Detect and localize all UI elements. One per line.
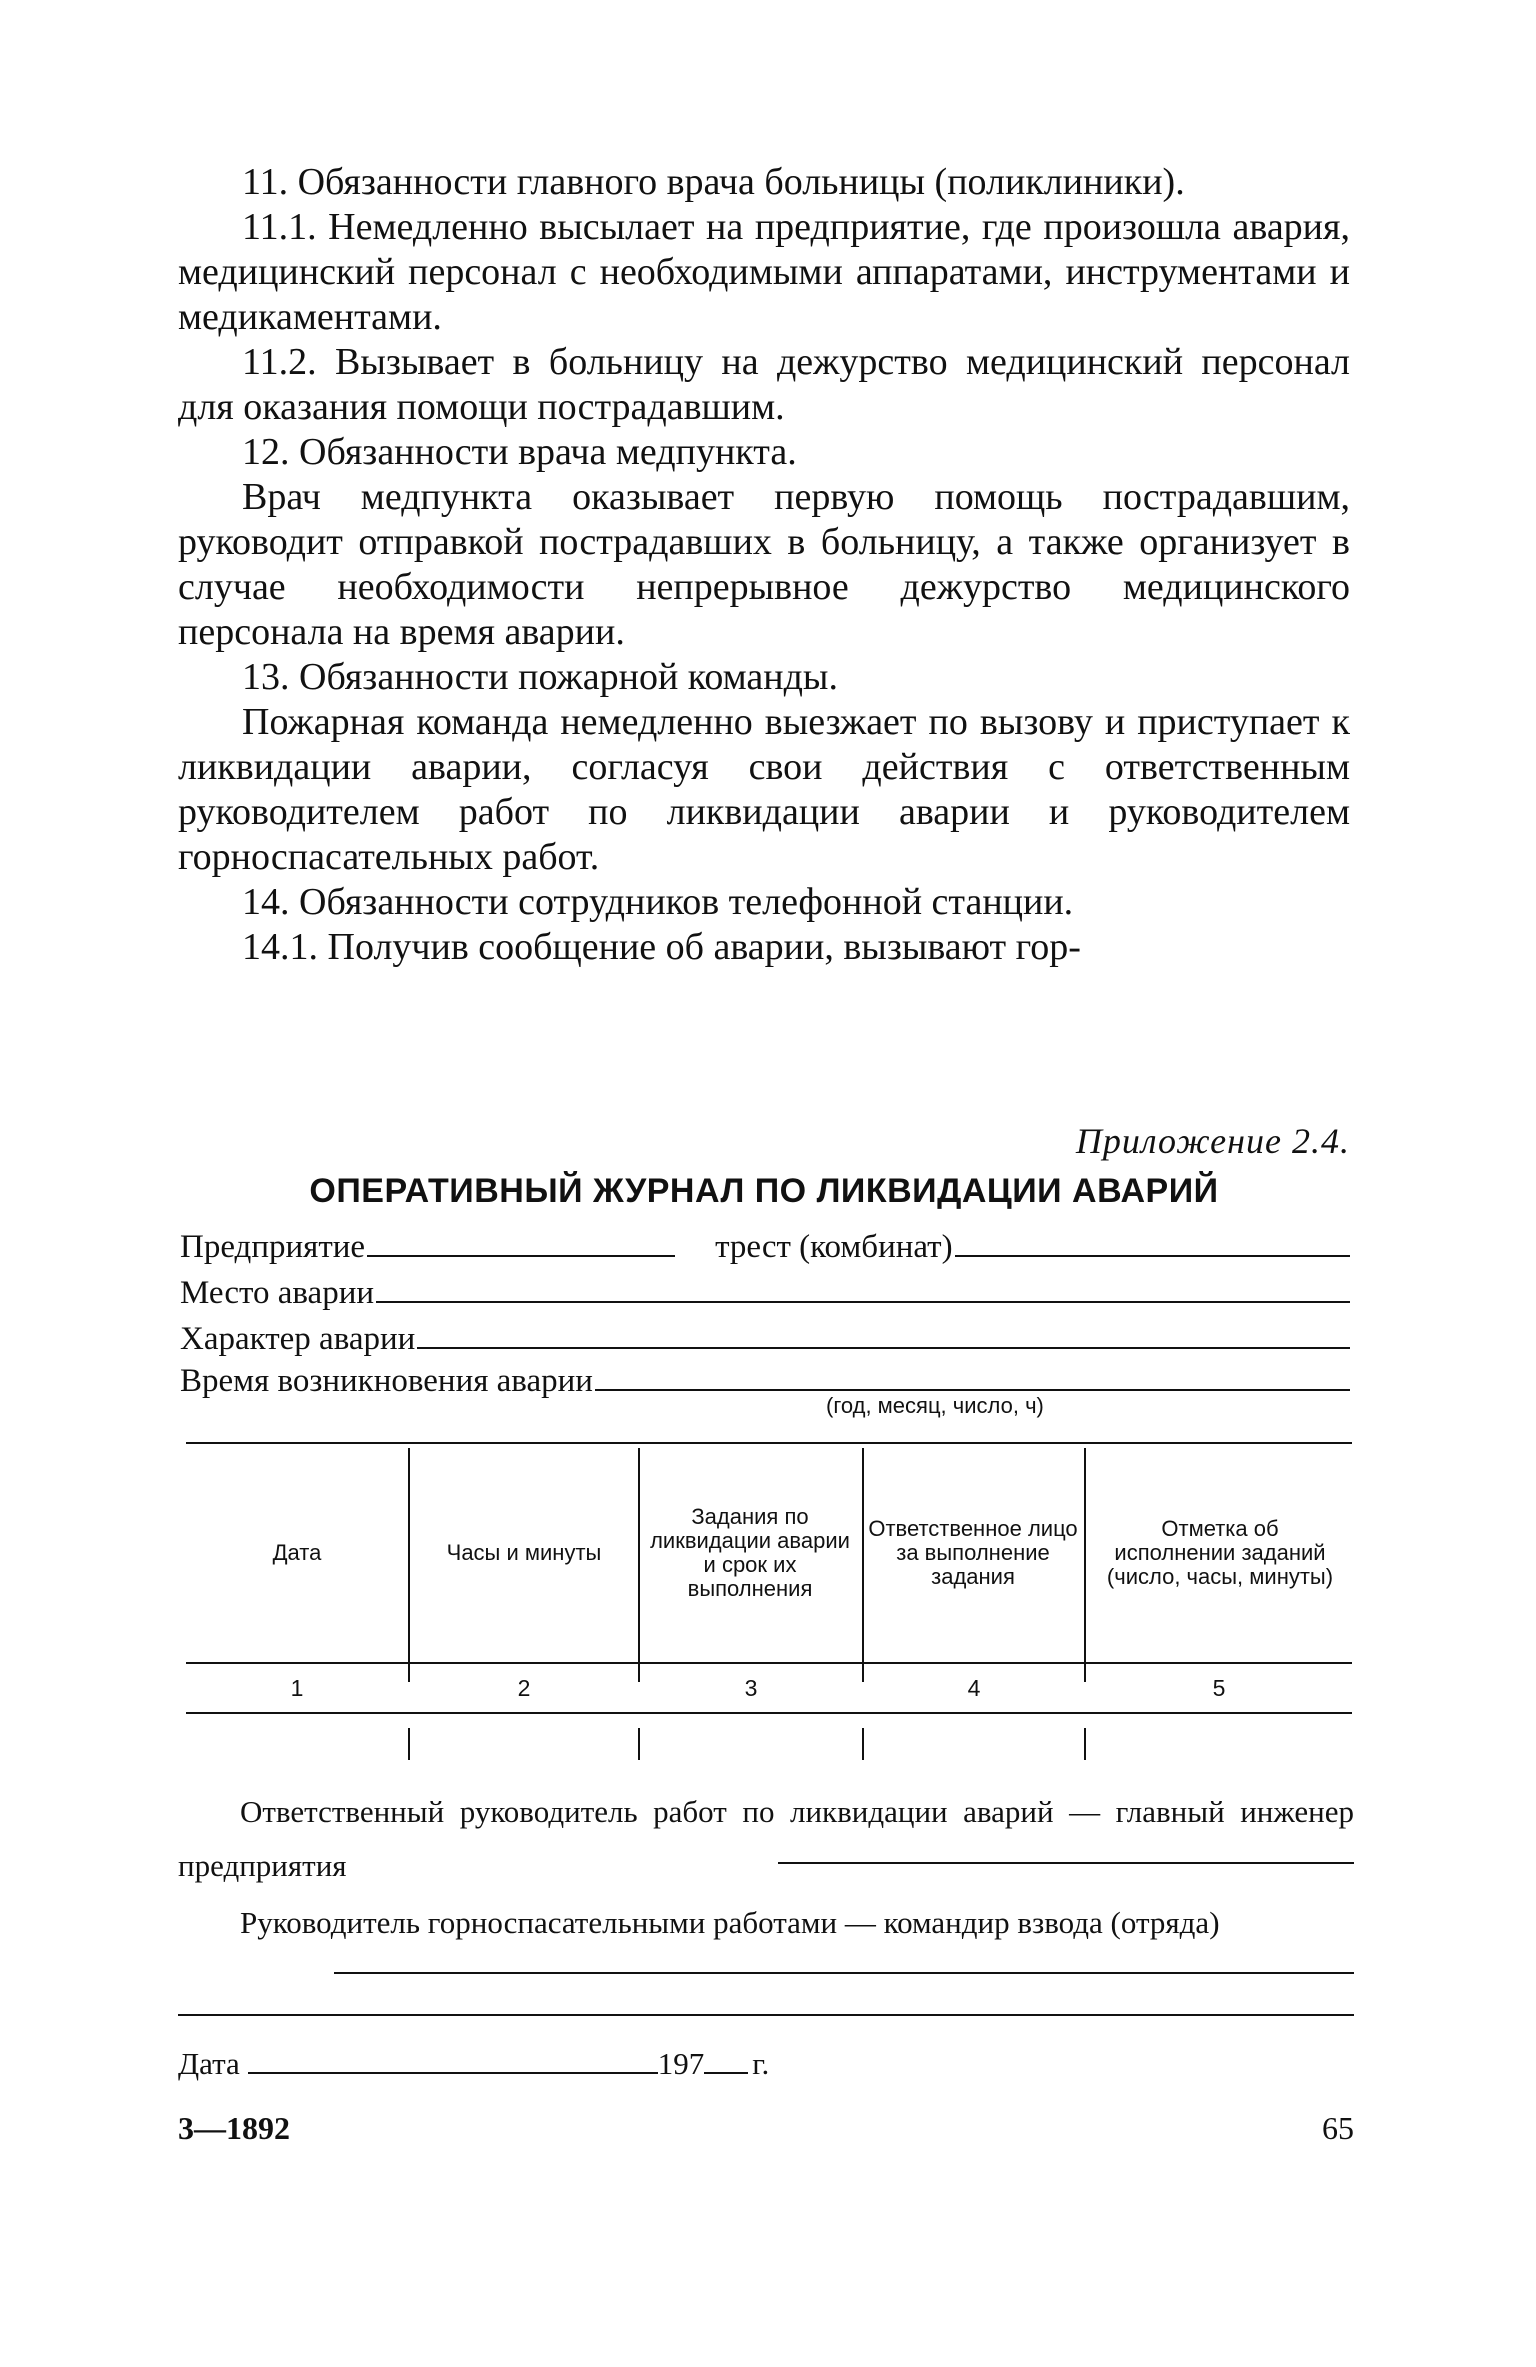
date-line (178, 2040, 1354, 2082)
date-blank (248, 2072, 658, 2074)
column-number-1: 1 (290, 1674, 304, 1701)
place-line (180, 1270, 1350, 1312)
year-label: 197 (657, 2046, 705, 2081)
header-responsible: Ответственное лицо за выполнение задания (868, 1516, 1078, 1589)
journal-table (186, 1436, 1352, 1746)
time-blank (595, 1389, 1350, 1391)
column-number-5: 5 (1212, 1674, 1226, 1701)
paragraph-11-2: 11.2. Вызывает в больницу на дежурство медицинский персонал для оказания помощи пострадавшим. (178, 341, 1350, 428)
place-blank (376, 1301, 1350, 1303)
table-body-divider-4 (1084, 1728, 1086, 1760)
responsible-head-blank (778, 1862, 1354, 1864)
date-label: Дата (178, 2046, 240, 2081)
table-divider-2 (638, 1448, 640, 1682)
table-top-rule (186, 1442, 1352, 1444)
mine-rescue-line: Руководитель горноспасательными работами — командир взвода (отряда) (240, 1905, 1220, 1940)
paragraph-11-1: 11.1. Немедленно высылает на предприятие, где произошла авария, медицинский персонал с необходимыми аппаратами, инструментами и медикаментами. (178, 206, 1350, 338)
table-number-rule (186, 1712, 1352, 1714)
character-blank (417, 1347, 1350, 1349)
page-number: 65 (1322, 2110, 1354, 2146)
paragraph-12: 12. Обязанности врача медпункта. (242, 431, 797, 473)
body-text (178, 160, 1350, 970)
order-code: 3—1892 (178, 2110, 290, 2146)
time-label: Время возникновения аварии (180, 1363, 593, 1399)
column-number-3: 3 (744, 1674, 758, 1701)
table-header-rule (186, 1662, 1352, 1664)
responsible-head-text (178, 1785, 1354, 1893)
page-footer (178, 2110, 1354, 2147)
column-number-2: 2 (517, 1674, 531, 1701)
character-line (180, 1316, 1350, 1358)
responsible-head-line: Ответственный руководитель работ по ликвидации аварий — главный инженер предприятия (178, 1794, 1354, 1883)
paragraph-12-text: Врач медпункта оказывает первую помощь пострадавшим, руководит отправкой пострадавших в больницу, а также организует в случае необходимости непрерывное дежурство медицинского персонала на время аварии. (178, 476, 1350, 653)
enterprise-line (180, 1224, 1350, 1266)
trust-blank (955, 1255, 1350, 1257)
table-divider-3 (862, 1448, 864, 1682)
time-line (180, 1358, 1350, 1400)
trust-label: трест (комбинат) (715, 1229, 953, 1265)
year-suffix: г. (752, 2046, 770, 2081)
column-number-4: 4 (967, 1674, 981, 1701)
mine-rescue-text (178, 1896, 1354, 1950)
paragraph-14-1: 14.1. Получив сообщение об аварии, вызывают гор- (242, 926, 1081, 968)
place-label: Место аварии (180, 1275, 375, 1311)
year-blank (704, 2072, 748, 2074)
table-body-divider-1 (408, 1728, 410, 1760)
time-hint: (год, месяц, число, ч) (826, 1393, 1044, 1418)
table-divider-4 (1084, 1448, 1086, 1682)
paragraph-13: 13. Обязанности пожарной команды. (242, 656, 838, 698)
responsible-head-blank-line (778, 1852, 1354, 1872)
mine-rescue-blank-line (334, 1962, 1354, 1982)
appendix-label: Приложение 2.4. (1075, 1121, 1350, 1161)
section-rule (178, 2014, 1354, 2016)
paragraph-11: 11. Обязанности главного врача больницы (поликлиники). (242, 161, 1185, 203)
header-tasks: Задания по ликвидации аварии и срок их выполнения (650, 1504, 850, 1601)
header-time: Часы и минуты (446, 1540, 602, 1565)
table-body-divider-3 (862, 1728, 864, 1760)
header-date: Дата (272, 1540, 322, 1565)
table-body-divider-2 (638, 1728, 640, 1760)
enterprise-blank (367, 1255, 675, 1257)
paragraph-14: 14. Обязанности сотрудников телефонной станции. (242, 881, 1074, 923)
paragraph-13-text: Пожарная команда немедленно выезжает по вызову и приступает к ликвидации аварии, согласуя свои действия с ответственным руководителем работ по ликвидации аварии и руководителем горноспасательных работ. (178, 701, 1350, 878)
enterprise-label: Предприятие (180, 1229, 366, 1265)
journal-title: ОПЕРАТИВНЫЙ ЖУРНАЛ ПО ЛИКВИДАЦИИ АВАРИЙ (309, 1172, 1219, 1210)
table-divider-1 (408, 1448, 410, 1682)
mine-rescue-blank (334, 1972, 1354, 1974)
header-completion-mark: Отметка об исполнении заданий (число, часы, минуты) (1106, 1516, 1334, 1589)
character-label: Характер аварии (180, 1321, 416, 1357)
